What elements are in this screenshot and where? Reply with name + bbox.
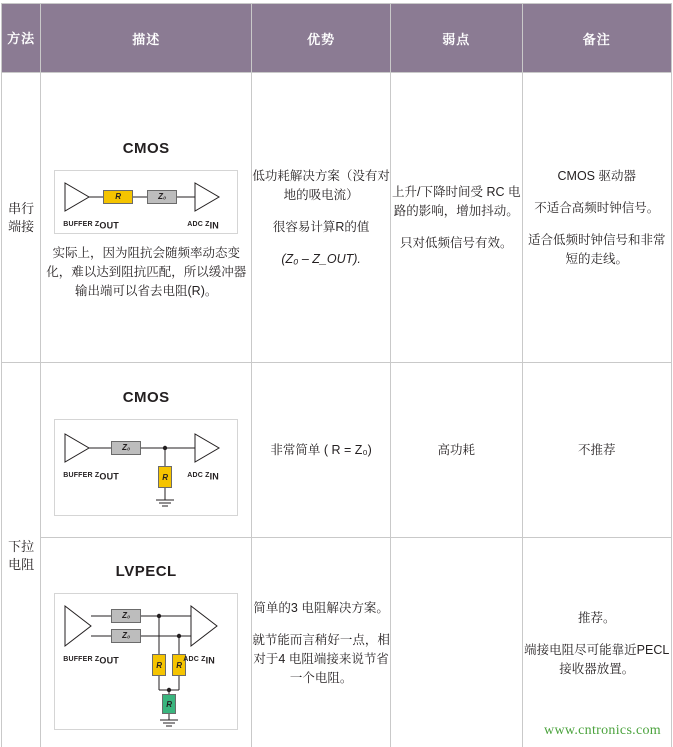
cell-remark-row2: [522, 363, 672, 538]
table-row: [2, 73, 672, 363]
row-category-series-termination: 串行端接: [2, 73, 41, 363]
resistor-r-bottom-row3: R: [162, 694, 176, 714]
remark-line: CMOS 驱动器: [557, 168, 636, 183]
resistor-r-row2: R: [158, 466, 172, 488]
cell-advantage-row1: [252, 73, 391, 363]
resistor-r-row1: R: [103, 190, 133, 204]
adc-label-row1: ADC ZIN: [187, 219, 219, 230]
schematic-title-row2: CMOS: [122, 389, 170, 406]
table-row: [2, 538, 672, 747]
comparison-table: [1, 3, 672, 747]
disadvantage-line: 上升/下降时间受 RC 电路的影响，增加抖动。: [392, 184, 521, 218]
table-header: [2, 4, 672, 73]
resistor-z0-row1: Z₀: [147, 190, 177, 204]
table-header-row: [2, 4, 672, 73]
cell-advantage-row2: [252, 363, 391, 538]
resistor-z0-top-row3: Z₀: [111, 609, 141, 623]
cell-advantage-row3: [252, 538, 391, 747]
advantage-line: (Z₀ – Z_OUT).: [281, 251, 361, 266]
advantage-line: 就节能而言稍好一点，相对于4 电阻端接来说节省一个电阻。: [252, 633, 390, 685]
schematic-lvpecl: [54, 593, 238, 730]
adc-label-row3: ADC ZIN: [183, 654, 215, 665]
cell-remark-row1: [522, 73, 672, 363]
advantage-line: 简单的3 电阻解决方案。: [253, 601, 389, 615]
buffer-label-row3: BUFFER ZOUT: [63, 654, 120, 665]
remark-line: 适合低频时钟信号和非常短的走线。: [527, 232, 666, 266]
schematic-pulldown-cmos: [54, 419, 238, 516]
advantage-line: 非常简单 ( R = Z₀): [270, 442, 372, 457]
schematic-title-row3: LVPECL: [115, 562, 177, 580]
buffer-label-row1: BUFFER ZOUT: [63, 219, 120, 230]
remark-line: 不推荐: [577, 442, 616, 457]
buffer-label-row2: BUFFER ZOUT: [63, 471, 120, 482]
row-category-pulldown-resistor: 下拉电阻: [2, 363, 41, 747]
table-row: [2, 363, 672, 538]
cell-description-row3: [41, 538, 252, 747]
schematic-title-row1: CMOS: [122, 139, 170, 157]
column-header-method: 方法: [2, 4, 41, 73]
cell-description-row1: [41, 73, 252, 363]
remark-line: 不适合高频时钟信号。: [534, 200, 660, 215]
resistor-z0-bottom-row3: Z₀: [111, 629, 141, 643]
disadvantage-line: 高功耗: [437, 442, 476, 457]
column-header-disadvantage: 弱点: [391, 4, 522, 73]
advantage-line: 低功耗解决方案（没有对地的吸电流）: [252, 168, 390, 202]
remark-line: 端接电阻尽可能靠近PECL接收器放置。: [524, 642, 670, 676]
cell-disadvantage-row2: [391, 363, 522, 538]
schematic-series-cmos: [54, 170, 238, 234]
description-note-row1: 实际上，因为阻抗会随频率动态变化，难以达到阻抗匹配，所以缓冲器输出端可以省去电阻(R)。: [46, 245, 247, 298]
remark-line: 推荐。: [577, 610, 616, 625]
resistor-r-right-row3: R: [172, 654, 186, 676]
cell-disadvantage-row1: [391, 73, 522, 363]
cell-description-row2: [41, 363, 252, 538]
adc-label-row2: ADC ZIN: [187, 471, 219, 482]
column-header-description: 描述: [41, 4, 252, 73]
resistor-z0-row2: Z₀: [111, 441, 141, 455]
column-header-remark: 备注: [522, 4, 672, 73]
cell-disadvantage-row3: [391, 538, 522, 747]
column-header-advantage: 优势: [252, 4, 391, 73]
advantage-line: 很容易计算R的值: [272, 219, 370, 234]
table-body: [2, 73, 672, 747]
watermark: www.cntronics.com: [544, 723, 661, 738]
disadvantage-line: 只对低频信号有效。: [400, 235, 513, 250]
resistor-r-left-row3: R: [152, 654, 166, 676]
cell-remark-row3: [522, 538, 672, 747]
